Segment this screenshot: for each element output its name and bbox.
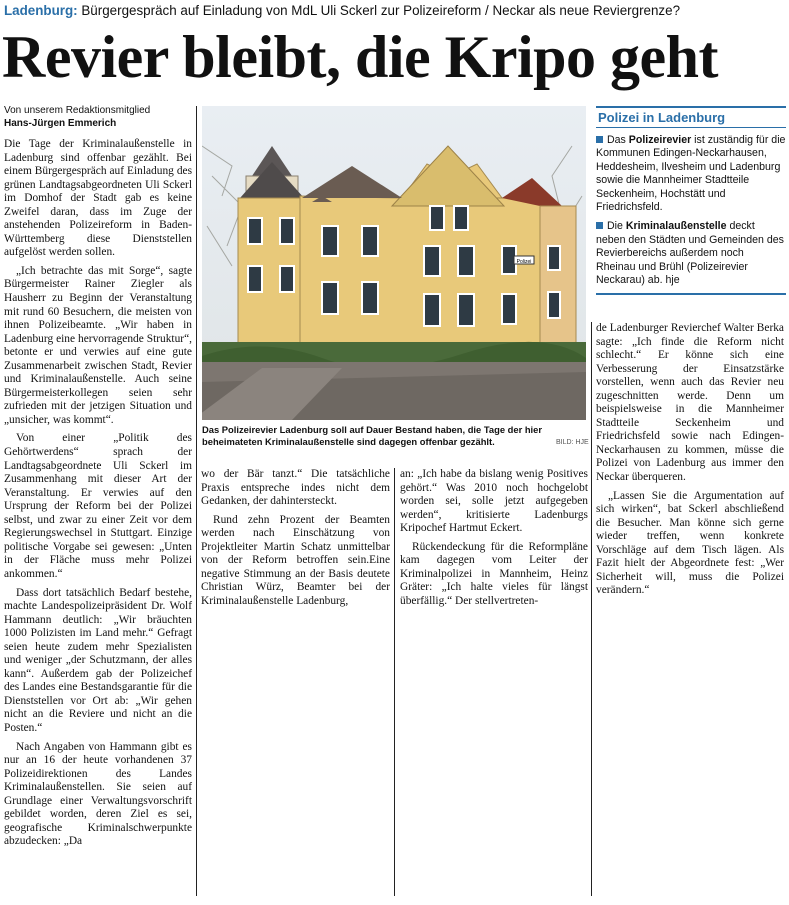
info-box-item bbox=[596, 220, 786, 287]
building-illustration bbox=[202, 106, 586, 420]
info-item-text: deckt neben den Städten und Gemeinden des Revierbereichs außerdem noch Rheinau und Brühl (Polizeirevier Neckarau) ab. hje bbox=[596, 220, 784, 287]
info-item-text: ist zuständig für die Kommunen Edingen-Neckarhausen, Heddesheim, Ilvesheim und Ladenburg sowie die Mannheimer Stadtteile Seckenheim, Hochstätt und Friedrichsfeld. bbox=[596, 134, 786, 214]
bullet-square-icon bbox=[596, 136, 603, 143]
article-column-4 bbox=[596, 322, 784, 603]
police-sign: Polizei bbox=[516, 259, 532, 265]
photo-credit: BILD: HJE bbox=[556, 439, 589, 446]
paragraph: Dass dort tatsächlich Bedarf bestehe, machte Landespolizeipräsident Dr. Wolf Hammann deutlich: „Wir bräuchten 1000 Polizisten im Land mehr.“ Gefragt seien heute zudem mehr Spezialisten und weniger „der Schutzmann, der alles kann“. Außerdem gab der Polizeichef des Landes eine Bestandsgarantie für die Dienststellen vor Ort ab: „Wir gehen nicht an die Reviere und nicht an die Posten.“ bbox=[4, 586, 192, 734]
kicker bbox=[4, 3, 784, 18]
info-box-title: Polizei in Ladenburg bbox=[596, 106, 786, 128]
info-item-keyword: Kriminalaußenstelle bbox=[625, 220, 727, 233]
article-column-2 bbox=[201, 468, 390, 613]
photo-caption: Das Polizeirevier Ladenburg soll auf Dauer Bestand haben, die Tage der hier beheimateten Kriminalaußenstelle sind dagegen offenbar gezählt. bbox=[202, 424, 543, 447]
info-box-item bbox=[596, 134, 786, 214]
kicker-location: Ladenburg: bbox=[4, 3, 78, 18]
headline: Revier bleibt, die Kripo geht bbox=[2, 24, 718, 90]
info-item-keyword: Polizeirevier bbox=[628, 134, 692, 146]
byline-label: Von unserem Redaktionsmitglied bbox=[4, 105, 151, 116]
info-box bbox=[596, 106, 786, 295]
info-item-text: Die bbox=[607, 220, 626, 233]
kicker-text: Bürgergespräch auf Einladung von MdL Uli Sckerl zur Polizeireform / Neckar als neue Reviergrenze? bbox=[77, 3, 681, 18]
byline-author: Hans-Jürgen Emmerich bbox=[4, 118, 117, 129]
paragraph: wo der Bär tanzt.“ Die tatsächliche Praxis entspreche indes nicht dem Gedanken, der dahintersteckt. bbox=[201, 468, 390, 508]
byline bbox=[4, 104, 194, 130]
article-column-3 bbox=[400, 468, 588, 613]
column-rule bbox=[196, 106, 197, 896]
paragraph: Von einer „Politik des Gehörtwerdens“ sprach der Landtagsabgeordnete Uli Sckerl im Zusammenhang mit dieser Art der Veranstaltung. Er verwies auf den Ursprung der Reform bei der Polizei selbst, und zwar zu einer Zeit vor dem Regierungswechsel in Stuttgart. Einzige politische Vorgabe sei gewesen: „Unten in der Fläche muss mehr Polizei ankommen.“ bbox=[4, 432, 192, 580]
paragraph: „Ich betrachte das mit Sorge“, sagte Bürgermeister Rainer Ziegler als Hausherr zu Beginn der Veranstaltung mit rund 60 Besuchern, die meisten von ihnen Polizeibeamte. „Wir haben in Ladenburg eine hervorragende Struktur“, betonte er und verwies auf eine gute Zusammenarbeit zwischen Stadt, Revier und Kriminalaußenstelle. Auch seine Bürgermeisterkollegen seien sehr zufrieden mit der jetzigen Situation und „unsicher, was kommt“. bbox=[4, 264, 192, 426]
police-station-photo bbox=[202, 106, 586, 420]
column-rule bbox=[394, 468, 395, 896]
paragraph: „Lassen Sie die Argumentation auf sich wirken“, bat Sckerl abschließend die Besucher. Man könne sich gerne wieder treffen, wenn konkrete Vorschläge auf dem Tisch lägen. Als Fazit hielt der Abgeordnete fest: „Wer Sicherheit will, muss die Polizei verändern.“ bbox=[596, 489, 784, 597]
paragraph: Rückendeckung für die Reformpläne kam dagegen vom Leiter der Kriminalpolizei in Mannheim, Heinz Gräter: „Ich halte vieles für längst überfällig.“ Der stellvertreten- bbox=[400, 540, 588, 607]
paragraph: Rund zehn Prozent der Beamten werden nach Einschätzung von Projektleiter Martin Schatz unmittelbar von der Reform betroffen sein.Eine negative Stimmung an der Basis deutete Christian Würz, Beamter bei der Kriminalaußenstelle Ladenburg, bbox=[201, 513, 390, 607]
column-rule bbox=[591, 322, 592, 896]
paragraph: de Ladenburger Revierchef Walter Berka sagte: „Ich finde die Reform nicht schlecht.“ Er könne sich eine Verbesserung der Einsatzstärke vorstellen, wenn auch das Revier neu zugeschnitten werde. Denn um beispielsweise in die Mannheimer Stadtteile Seckenheim und Friedrichsfeld sowie nach Edingen-Neckarhausen zu kommen, müsse die Polizei von Ladenburg aus immer den Neckar überqueren. bbox=[596, 322, 784, 484]
article-column-1 bbox=[4, 138, 192, 854]
info-box-rule bbox=[596, 293, 786, 295]
paragraph: Nach Angaben von Hammann gibt es nur an 16 der heute vorhandenen 37 Polizeidirektionen des Landes Kriminalaußenstellen. Sie seien auf Grundlage einer Verwaltungsvorschrift gebildet worden, deren Ziel es sei, geografische Kriminalschwerpunkte abzudecken: „Da bbox=[4, 740, 192, 848]
info-item-text: Das bbox=[607, 134, 629, 146]
paragraph: an: „Ich habe da bislang wenig Positives gehört.“ Was 2010 noch hochgelobt worden sei, solle jetzt aufgegeben werden“, kritisierte Ladenburgs Kripochef Hartmut Eckert. bbox=[400, 468, 588, 535]
bullet-square-icon bbox=[596, 222, 603, 229]
paragraph: Die Tage der Kriminalaußenstelle in Ladenburg sind offenbar gezählt. Bei einem Bürgergespräch auf Einladung des grünen Landtagsabgeordneten Uli Sckerl im Domhof der Stadt gab es keine Zweifel daran, dass im Zuge der anstehenden Polizeireform in Baden-Württemberg diese Dienststellen aufgelöst werden sollen. bbox=[4, 138, 192, 259]
